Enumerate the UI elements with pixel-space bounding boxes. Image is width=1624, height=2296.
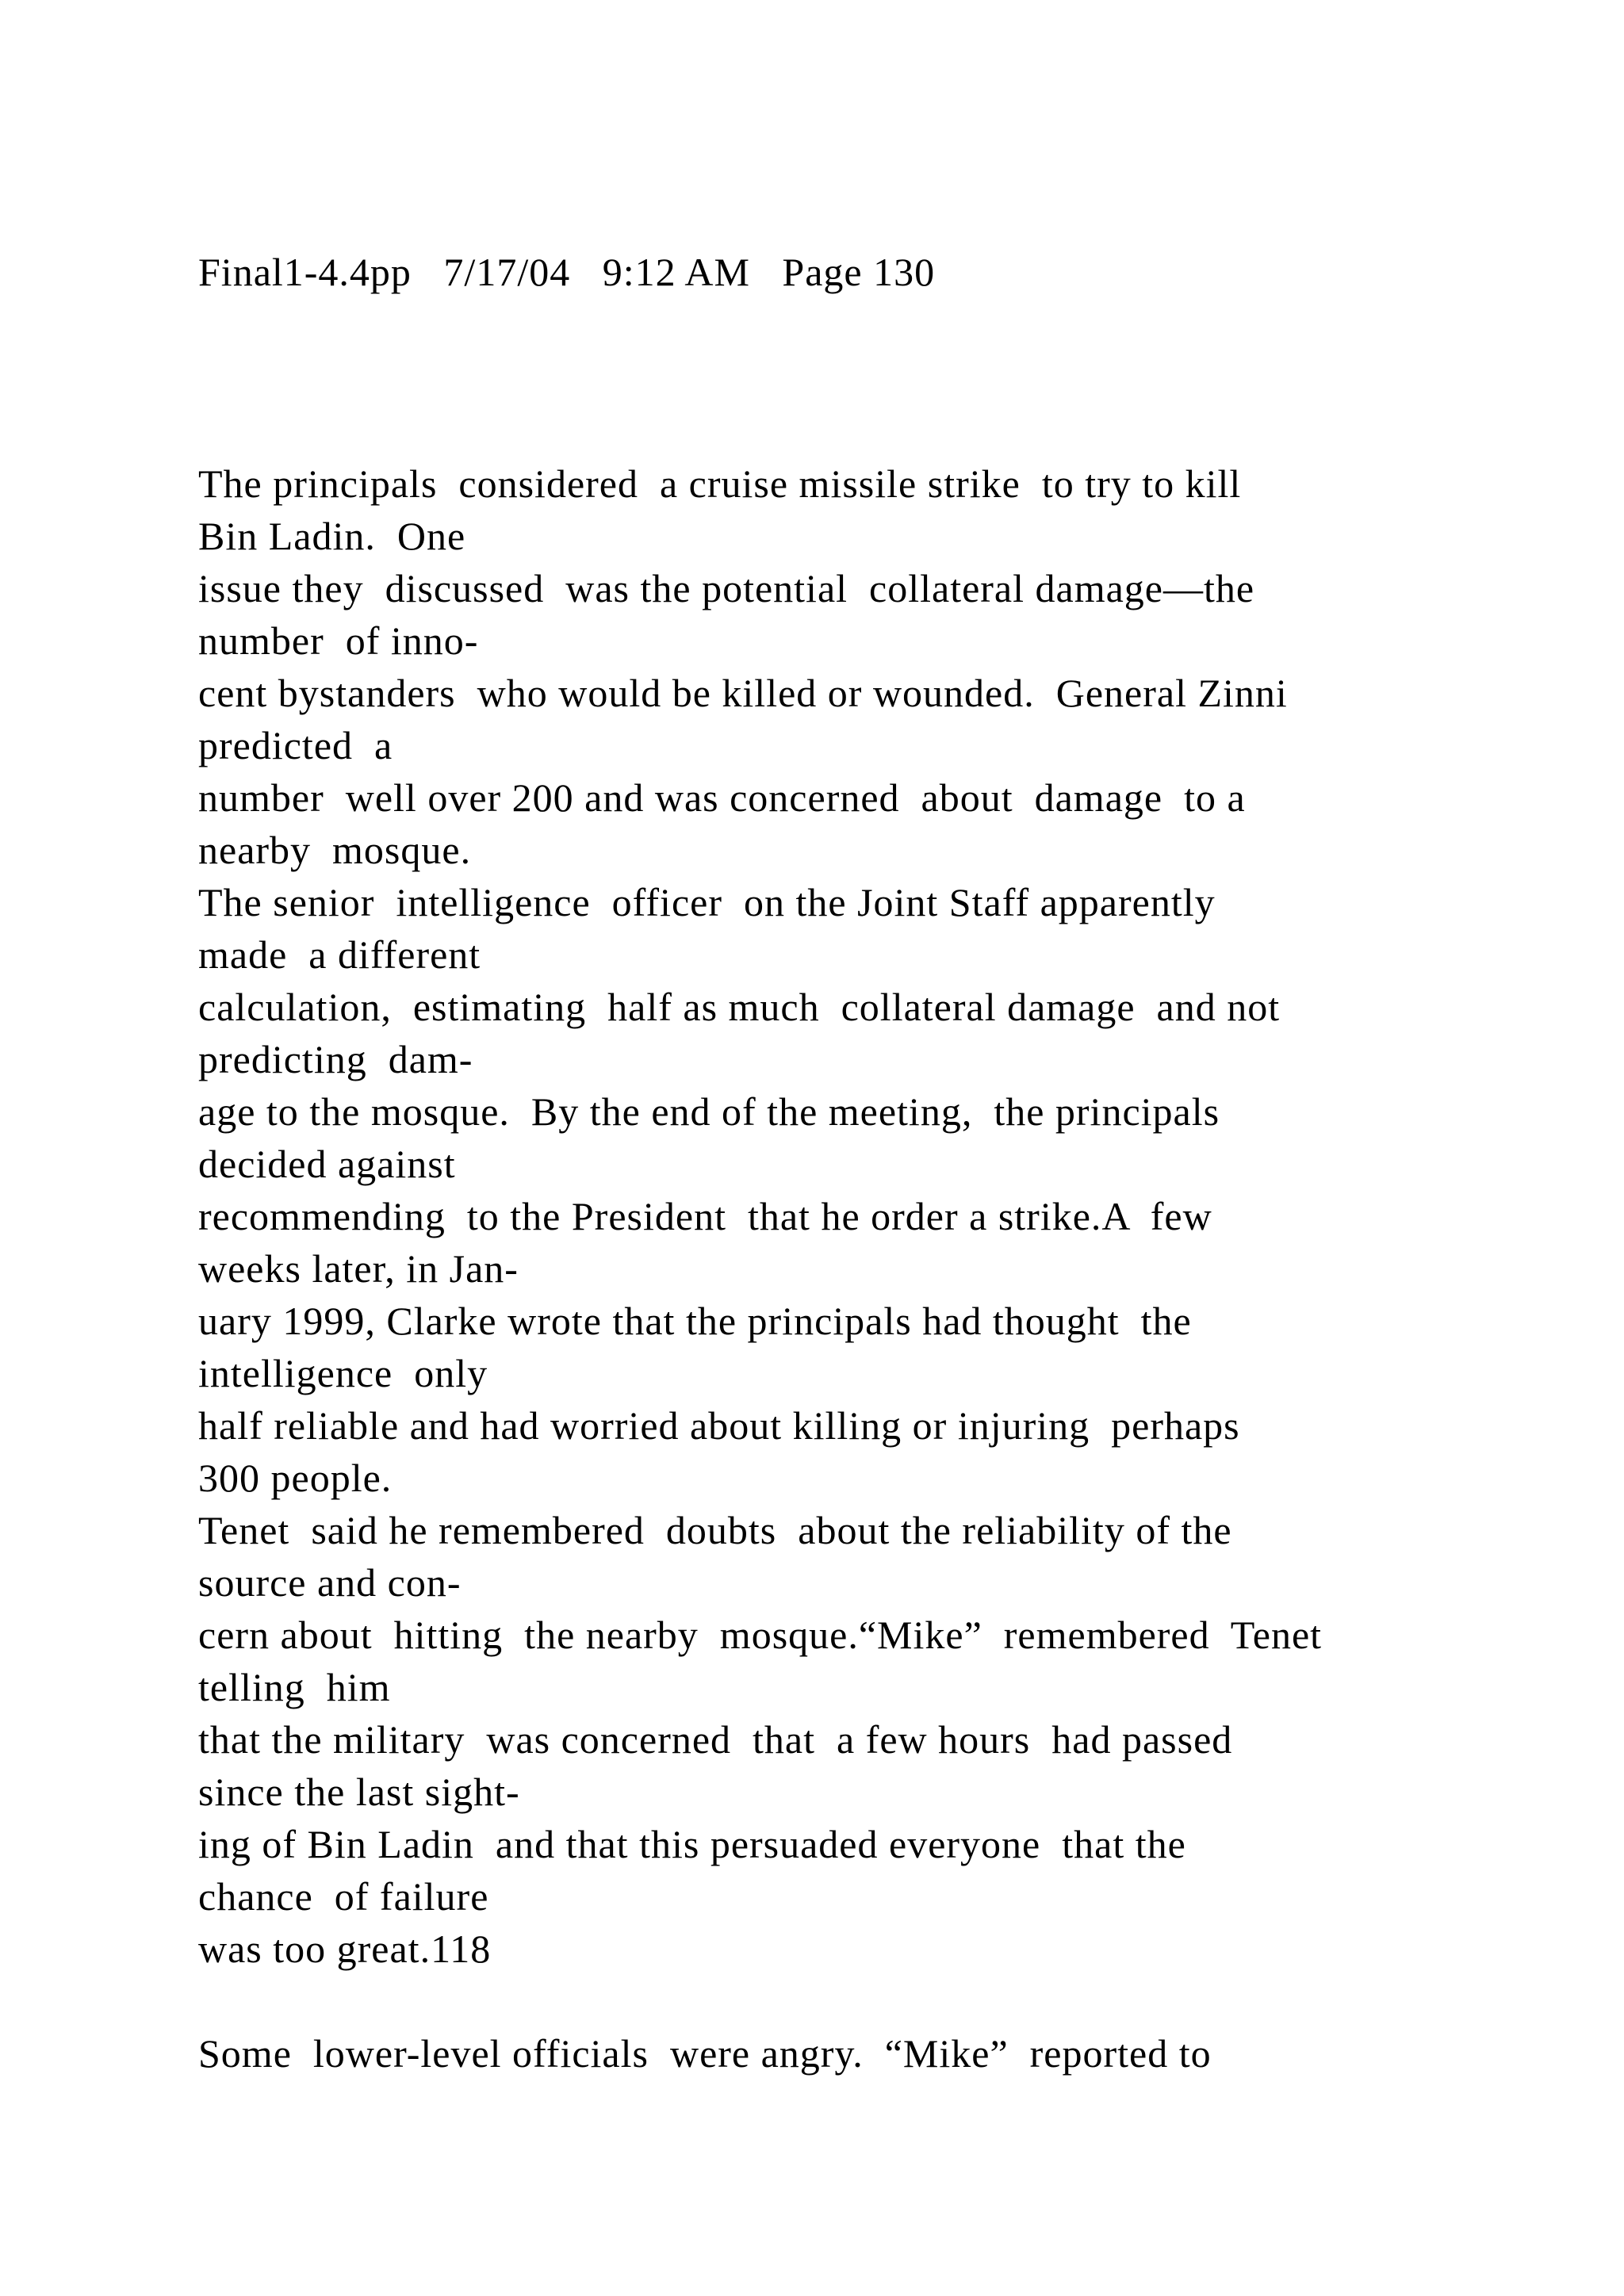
text-line: telling him	[198, 1665, 391, 1709]
paragraph-1	[198, 457, 1546, 1975]
text-line: Some lower-level officials were angry. “Mike” reported to	[198, 2031, 1212, 2076]
text-line: Bin Ladin. One	[198, 514, 466, 558]
text-line: was too great.118	[198, 1927, 492, 1971]
text-line: intelligence only	[198, 1351, 488, 1395]
paragraph-gap	[198, 1975, 1546, 2027]
text-line: issue they discussed was the potential collateral damage—the	[198, 566, 1255, 610]
text-line: age to the mosque. By the end of the meeting, the principals	[198, 1089, 1220, 1134]
text-line: calculation, estimating half as much collateral damage and not	[198, 985, 1281, 1029]
body-text	[198, 457, 1546, 2080]
text-line: 300 people.	[198, 1456, 393, 1500]
text-line: predicting dam-	[198, 1037, 473, 1081]
text-line: number of inno-	[198, 618, 479, 663]
text-line: The principals considered a cruise missile strike to try to kill	[198, 461, 1242, 506]
text-line: ing of Bin Ladin and that this persuaded everyone that the	[198, 1822, 1186, 1866]
text-line: weeks later, in Jan-	[198, 1246, 519, 1291]
text-line: half reliable and had worried about killing or injuring perhaps	[198, 1403, 1240, 1448]
paragraph-2	[198, 2027, 1546, 2080]
text-line: cern about hitting the nearby mosque.“Mike” remembered Tenet	[198, 1613, 1323, 1657]
text-line: nearby mosque.	[198, 828, 472, 872]
text-line: uary 1999, Clarke wrote that the principals had thought the	[198, 1299, 1192, 1343]
page-header: Final1-4.4pp 7/17/04 9:12 AM Page 130	[198, 250, 936, 294]
text-line: since the last sight-	[198, 1770, 520, 1814]
text-line: decided against	[198, 1142, 456, 1186]
text-line: cent bystanders who would be killed or wounded. General Zinni	[198, 671, 1288, 715]
text-line: Tenet said he remembered doubts about the reliability of the	[198, 1508, 1232, 1552]
text-line: chance of failure	[198, 1874, 489, 1919]
text-line: made a different	[198, 932, 481, 977]
text-line: number well over 200 and was concerned about damage to a	[198, 775, 1246, 820]
text-line: recommending to the President that he order a strike.A few	[198, 1194, 1212, 1238]
text-line: The senior intelligence officer on the Joint Staff apparently	[198, 880, 1216, 924]
text-line: source and con-	[198, 1560, 462, 1605]
text-line: that the military was concerned that a few hours had passed	[198, 1717, 1233, 1762]
text-line: predicted a	[198, 723, 393, 767]
